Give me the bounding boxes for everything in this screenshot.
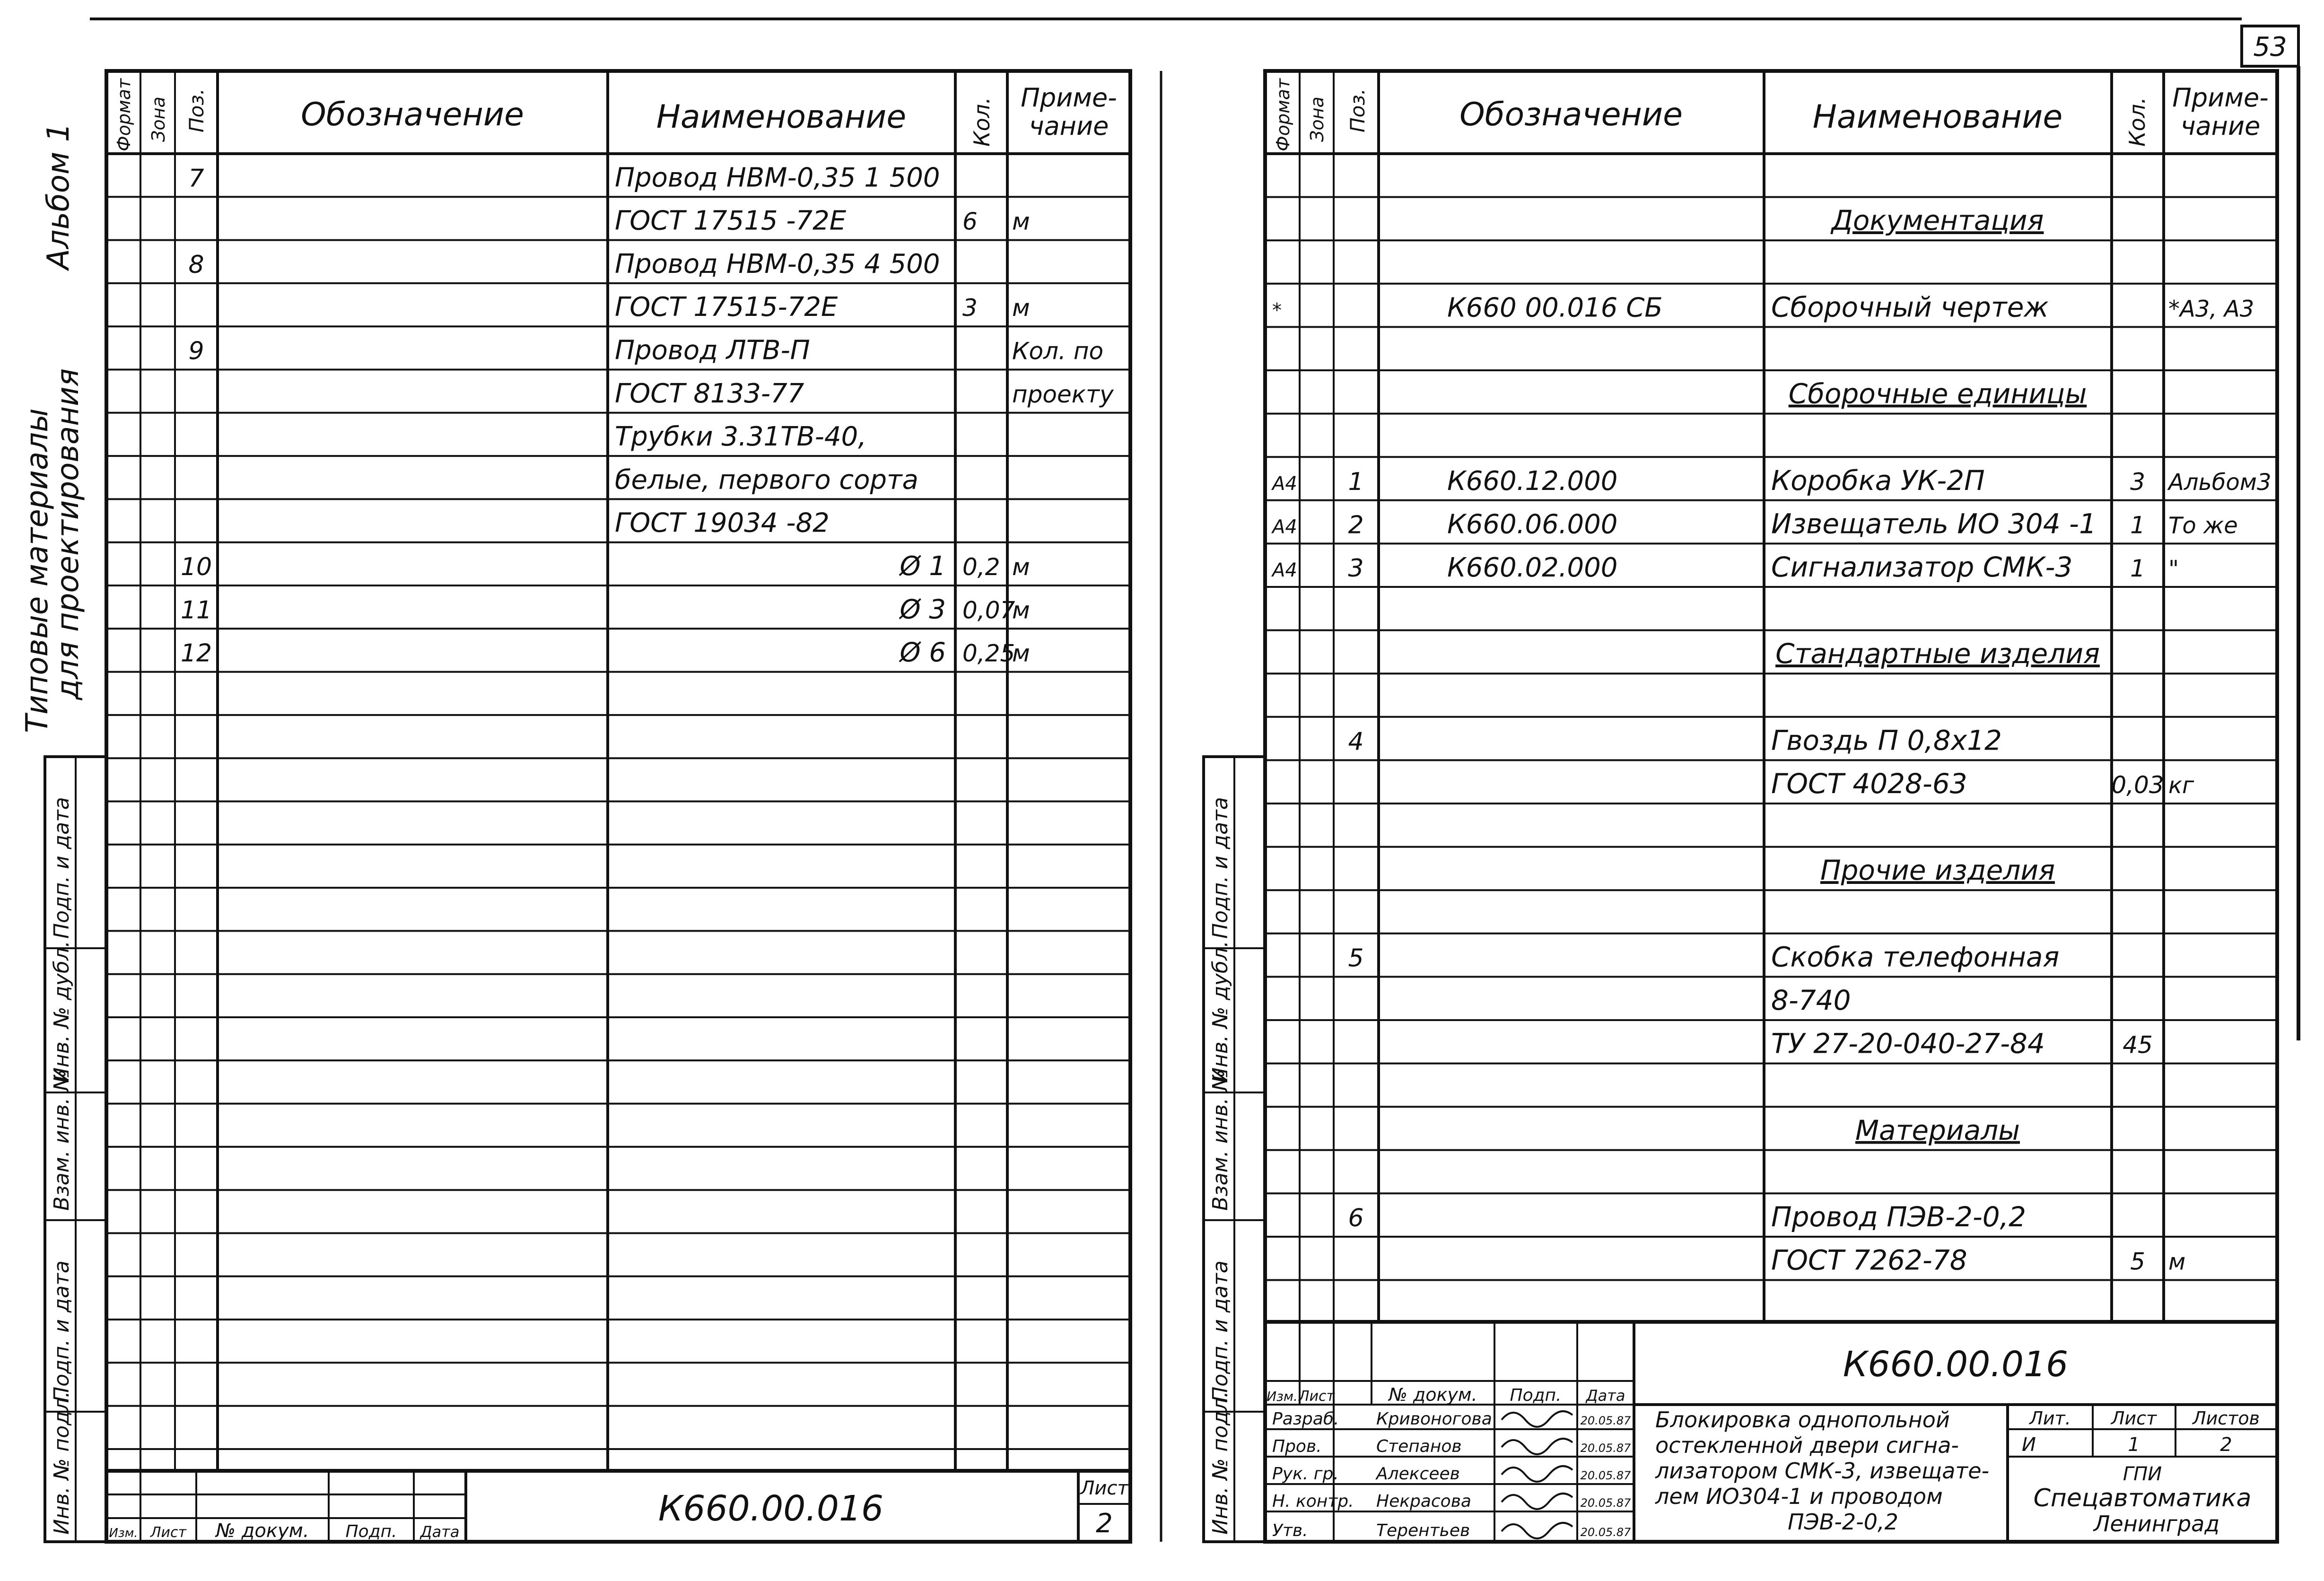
- right-row-format: А4: [1272, 472, 1297, 495]
- right-row-name: ГОСТ 4028-63: [1771, 768, 1967, 800]
- right-header-format: Формат: [1273, 78, 1293, 151]
- right-row-note: ": [2168, 556, 2179, 582]
- right-row-note: То же: [2168, 512, 2238, 539]
- left-row-name: ГОСТ 19034 -82: [615, 507, 830, 539]
- right-row-name: ГОСТ 7262-78: [1771, 1244, 1967, 1276]
- right-header-note-2: чание: [2180, 111, 2261, 141]
- signature-mark: [1502, 1494, 1573, 1509]
- left-block-col-sign: Подп.: [345, 1522, 397, 1541]
- role-title: Пров.: [1272, 1437, 1322, 1456]
- right-header-name: Наименование: [1812, 98, 2063, 136]
- left-row-note: м: [1012, 639, 1030, 667]
- right-block-designation: К660.00.016: [1843, 1344, 2069, 1385]
- right-row-pos: 2: [1348, 511, 1364, 540]
- mid-stamp-signature-date-2: Подп. и дата: [1208, 1260, 1232, 1402]
- left-row-note: проекту: [1012, 380, 1114, 408]
- role-title: Утв.: [1272, 1521, 1308, 1540]
- signature-mark: [1502, 1411, 1573, 1427]
- stamp-inv-original: Инв. № подл.: [50, 1391, 74, 1535]
- right-block-col-sheet: Лист: [1298, 1388, 1335, 1405]
- right-block-col-date: Дата: [1586, 1387, 1625, 1405]
- role-person: Степанов: [1376, 1437, 1462, 1456]
- left-row-name: Провод ЛТВ-П: [615, 335, 810, 366]
- left-header-name: Наименование: [656, 98, 907, 136]
- left-row-pos: 11: [180, 596, 212, 625]
- right-row-format: А4: [1272, 516, 1297, 538]
- left-row-qty: 0,07: [962, 596, 1015, 624]
- right-block-sheets-label: Листов: [2193, 1408, 2260, 1429]
- right-header-qty: Кол.: [2124, 97, 2150, 147]
- right-row-name: Гвоздь П 0,8х12: [1771, 724, 2002, 757]
- signature-mark: [1502, 1466, 1573, 1482]
- right-header-note-1: Приме-: [2172, 83, 2269, 113]
- right-row-qty: 0,03: [2111, 771, 2164, 799]
- right-block-org-1: ГПИ: [2123, 1463, 2162, 1485]
- left-row-note: м: [1012, 208, 1030, 236]
- right-row-pos: 4: [1348, 727, 1364, 756]
- role-date: 20.05.87: [1580, 1526, 1631, 1539]
- left-row-name: ГОСТ 8133-77: [615, 378, 804, 409]
- signature-mark: [1502, 1523, 1573, 1538]
- right-row-qty: 1: [2130, 511, 2145, 539]
- mid-stamp-signature-date: Подп. и дата: [1208, 797, 1232, 939]
- right-row-format: А4: [1272, 559, 1297, 581]
- right-block-title-1: Блокировка однопольной: [1655, 1407, 1950, 1433]
- left-row-qty: 3: [962, 294, 978, 322]
- left-row-name: ГОСТ 17515-72Е: [615, 292, 838, 323]
- right-block-title-4: лем ИО304-1 и проводом: [1655, 1484, 1943, 1509]
- mid-stamp-inv-original: Инв. № подл.: [1208, 1391, 1232, 1535]
- role-date: 20.05.87: [1580, 1441, 1631, 1455]
- stamp-replace-inv: Взам. инв. №: [50, 1069, 74, 1211]
- left-block-col-sheet: Лист: [150, 1524, 187, 1541]
- role-date: 20.05.87: [1580, 1414, 1631, 1427]
- left-row-pos: 7: [188, 164, 204, 193]
- right-block-sheet-label: Лист: [2111, 1408, 2157, 1429]
- page-number: 53: [2253, 32, 2287, 62]
- left-row-name: Трубки 3.31ТВ-40,: [615, 421, 867, 453]
- left-row-pos: 12: [180, 639, 212, 668]
- right-block-title-2: остекленной двери сигна-: [1655, 1433, 1959, 1458]
- left-row-qty: 6: [962, 208, 978, 236]
- right-header-pos: Поз.: [1346, 88, 1369, 132]
- right-block-sheet: 1: [2128, 1434, 2140, 1456]
- right-section-heading: Стандартные изделия: [1775, 638, 2100, 670]
- right-row-pos: 5: [1348, 944, 1364, 973]
- right-block-title-3: лизатором СМК-3, извещате-: [1655, 1458, 1990, 1484]
- role-person: Терентьев: [1376, 1521, 1470, 1540]
- right-row-note: кг: [2168, 772, 2194, 799]
- left-header-note-2: чание: [1029, 111, 1109, 141]
- right-row-name: 8-740: [1771, 984, 1851, 1016]
- left-row-note: Кол. по: [1012, 337, 1104, 365]
- mid-stamp-replace-inv: Взам. инв. №: [1208, 1069, 1232, 1211]
- right-block-lit-label: Лит.: [2029, 1408, 2071, 1429]
- right-section-heading: Документация: [1831, 204, 2044, 237]
- role-title: Н. контр.: [1272, 1492, 1354, 1511]
- left-header-pos: Поз.: [185, 88, 208, 132]
- right-row-qty: 1: [2130, 555, 2145, 582]
- left-row-diameter: Ø 6: [900, 637, 946, 668]
- right-block-org-2: Спецавтоматика: [2033, 1484, 2252, 1512]
- right-row-note: Альбом3: [2168, 469, 2272, 496]
- right-row-pos: 1: [1348, 467, 1364, 496]
- role-title: Разраб.: [1272, 1409, 1339, 1429]
- right-row-name: Провод ПЭВ-2-0,2: [1771, 1201, 2027, 1233]
- left-row-name: белые, первого сорта: [615, 464, 918, 496]
- left-row-diameter: Ø 1: [900, 551, 946, 582]
- album-label: Альбом 1: [41, 122, 76, 270]
- right-section-heading: Материалы: [1855, 1114, 2020, 1146]
- right-row-name: Скобка телефонная: [1771, 941, 2060, 973]
- right-row-note: *А3, А3: [2168, 296, 2254, 323]
- left-row-pos: 8: [188, 250, 204, 279]
- role-title: Рук. гр.: [1272, 1464, 1339, 1484]
- left-row-note: м: [1012, 553, 1030, 581]
- right-row-designation: К660.12.000: [1447, 465, 1618, 497]
- right-row-note: м: [2168, 1249, 2186, 1275]
- right-row-qty: 45: [2123, 1031, 2153, 1059]
- right-row-qty: 5: [2130, 1248, 2145, 1275]
- role-person: Некрасова: [1376, 1492, 1471, 1511]
- album-line1: Типовые материалы: [20, 408, 55, 733]
- album-line2: для проектирования: [51, 368, 86, 700]
- right-row-name: ТУ 27-20-040-27-84: [1771, 1027, 2045, 1060]
- left-row-qty: 0,2: [962, 553, 1000, 581]
- left-block-designation: К660.00.016: [658, 1488, 884, 1529]
- right-row-name: Извещатель ИО 304 -1: [1771, 507, 2097, 540]
- right-row-name: Коробка УК-2П: [1771, 464, 1985, 497]
- right-block-title-5: ПЭВ-2-0,2: [1788, 1509, 1898, 1535]
- left-row-qty: 0,25: [962, 639, 1015, 667]
- left-block-sheet-label: Лист: [1080, 1477, 1128, 1499]
- left-header-note-1: Приме-: [1021, 83, 1117, 113]
- stamp-signature-date-2: Подп. и дата: [50, 1260, 74, 1402]
- right-row-pos: 6: [1348, 1204, 1364, 1232]
- right-section-heading: Прочие изделия: [1820, 854, 2055, 887]
- left-header-format: Формат: [114, 78, 134, 151]
- right-row-format: *: [1272, 299, 1282, 322]
- left-row-name: Провод НВМ-0,35 4 500: [615, 248, 940, 280]
- left-sheet: [106, 71, 1161, 1542]
- right-block-col-sign: Подп.: [1510, 1386, 1562, 1405]
- stamp-inv-dup: Инв. № дубл.: [50, 940, 74, 1083]
- right-block-lit: И: [2022, 1434, 2036, 1456]
- right-row-designation: К660.06.000: [1447, 509, 1618, 540]
- right-row-name: Сборочный чертеж: [1771, 291, 2049, 323]
- right-header-zone: Зона: [1307, 96, 1328, 142]
- left-row-note: м: [1012, 294, 1030, 322]
- right-row-pos: 3: [1348, 554, 1364, 583]
- right-block-sheets: 2: [2220, 1434, 2232, 1456]
- left-header-zone: Зона: [148, 96, 169, 142]
- right-row-designation: К660 00.016 СБ: [1447, 292, 1663, 323]
- right-sheet: [1265, 71, 2277, 1542]
- left-row-name: Провод НВМ-0,35 1 500: [615, 162, 940, 193]
- role-date: 20.05.87: [1580, 1469, 1631, 1482]
- left-row-pos: 9: [188, 337, 204, 366]
- left-block-col-change: Изм.: [109, 1526, 138, 1540]
- right-row-qty: 3: [2130, 468, 2145, 496]
- signature-mark: [1502, 1439, 1573, 1454]
- left-row-name: ГОСТ 17515 -72Е: [615, 205, 847, 236]
- role-person: Кривоногова: [1376, 1409, 1492, 1429]
- right-header-designation: Обозначение: [1459, 96, 1683, 133]
- right-row-designation: К660.02.000: [1447, 552, 1618, 583]
- right-row-name: Сигнализатор СМК-3: [1771, 551, 2073, 583]
- left-block-sheet: 2: [1096, 1508, 1113, 1539]
- left-header-qty: Кол.: [969, 97, 995, 147]
- right-block-org-3: Ленинград: [2093, 1511, 2220, 1537]
- left-block-col-date: Дата: [420, 1523, 460, 1541]
- left-row-note: м: [1012, 596, 1030, 624]
- role-date: 20.05.87: [1580, 1496, 1631, 1510]
- left-row-diameter: Ø 3: [900, 594, 946, 625]
- left-header-designation: Обозначение: [301, 96, 524, 133]
- right-block-col-change: Изм.: [1267, 1389, 1298, 1404]
- role-person: Алексеев: [1376, 1464, 1460, 1484]
- right-block-col-doc: № докум.: [1389, 1384, 1477, 1405]
- right-section-heading: Сборочные единицы: [1788, 377, 2087, 410]
- left-row-pos: 10: [180, 553, 212, 581]
- left-block-col-doc: № докум.: [216, 1520, 309, 1542]
- stamp-signature-date: Подп. и дата: [50, 797, 74, 939]
- mid-stamp-inv-dup: Инв. № дубл.: [1208, 940, 1232, 1083]
